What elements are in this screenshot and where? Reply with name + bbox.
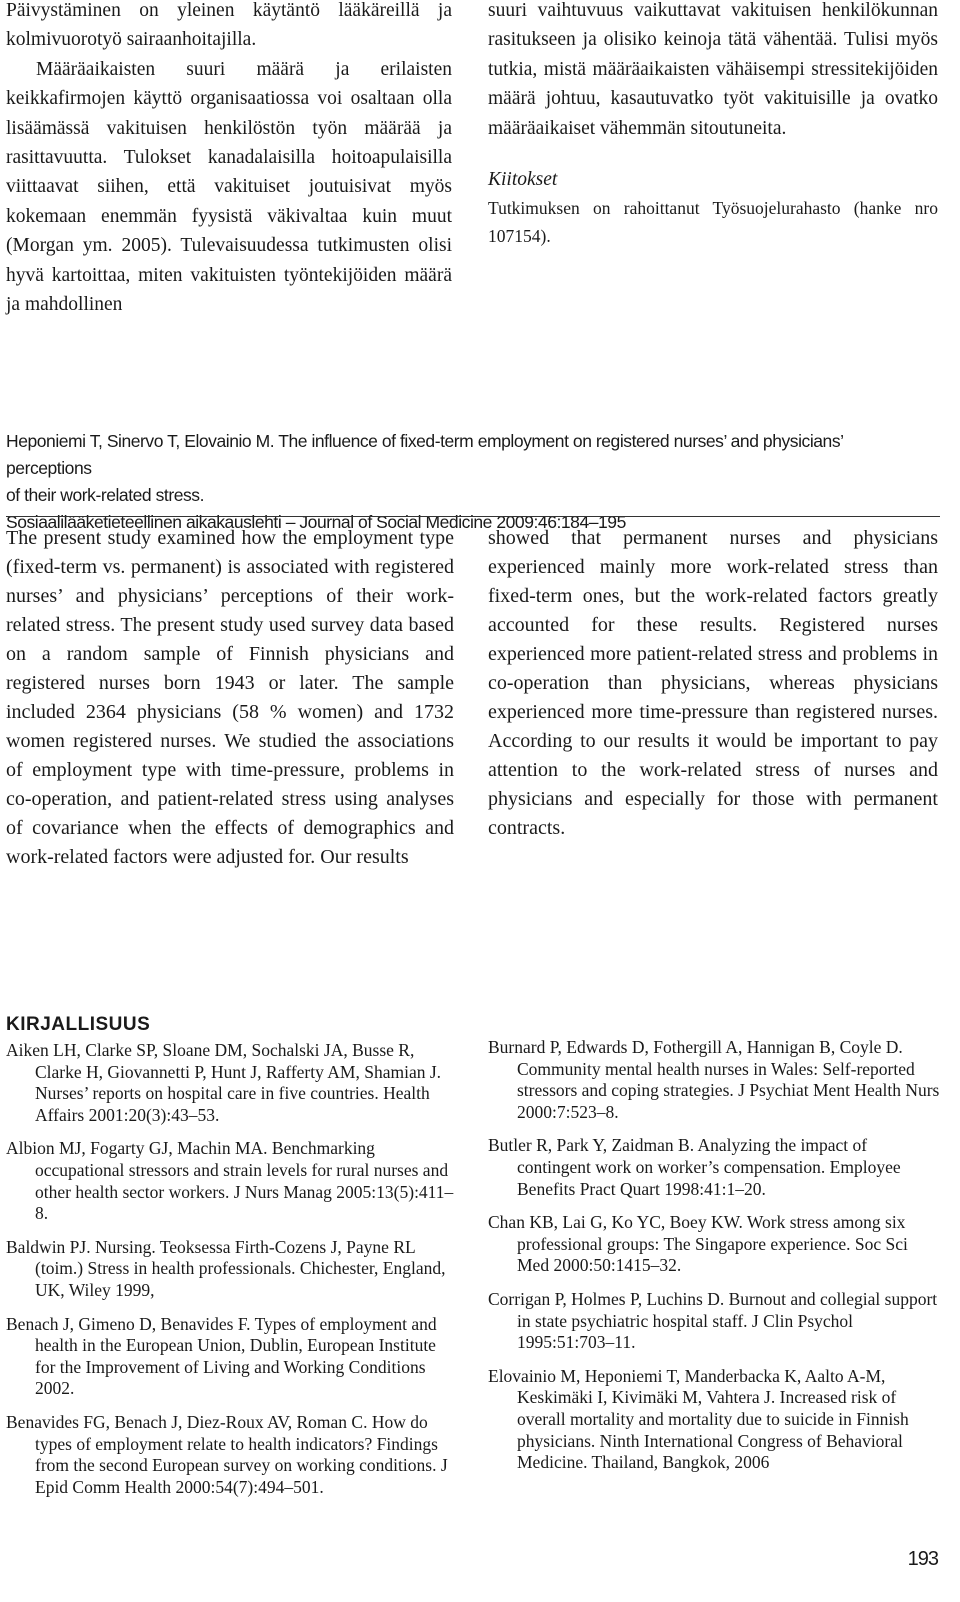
finnish-paragraph: suuri vaihtuvuus vaikuttavat vakituisen henkilökunnan rasitukseen ja olisiko keinoja tätä vähentää. Tulisi myös tutkia, mistä määräaikaisten vähäisempi stressitekijöiden määrä johtuu, kasautuvatko työt vakituisille ja ovatko määräaikaiset vähemmän sitoutuneita.: [488, 0, 938, 139]
page-number: 193: [907, 1548, 938, 1570]
reference-item: Corrigan P, Holmes P, Luchins D. Burnout and collegial support in state psychiatric hospital staff. J Clin Psychol 1995:51:703–11.: [488, 1288, 938, 1353]
acknowledgements-heading: Kiitokset: [488, 169, 558, 191]
finnish-right-column: [488, 0, 938, 250]
reference-item: Baldwin PJ. Nursing. Teoksessa Firth-Cozens J, Payne RL (toim.) Stress in health professionals. Chichester, England, UK, Wiley 1999,: [6, 1236, 446, 1300]
reference-item: Benach J, Gimeno D, Benavides F. Types of employment and health in the European Union, Dublin, European Institute for the Improvement of Living and Working Conditions 2002.: [6, 1313, 437, 1399]
abstract-right-column: [488, 524, 938, 843]
abstract-text: showed that permanent nurses and physicians experienced mainly more work-related stress than fixed-term ones, but the work-related factors greatly accounted for these results. Registered nurses experienced more patient-related stress and problems in co-operation than physicians, whereas physicians experienced more time-pressure than registered nurses. According to our results it would be important to pay attention to the work-related stress of nurses and physicians and especially for those with permanent contracts.: [488, 527, 938, 839]
reference-item: Butler R, Park Y, Zaidman B. Analyzing the impact of contingent work on worker’s compensation. Employee Benefits Pract Quart 1998:41:1–20.: [488, 1135, 901, 1199]
abstract-divider: [6, 516, 940, 517]
reference-item: Chan KB, Lai G, Ko YC, Boey KW. Work stress among six professional groups: The Singapore experience. Soc Sci Med 2000:50:1415–32.: [488, 1212, 908, 1276]
reference-item: Benavides FG, Benach J, Diez-Roux AV, Roman C. How do types of employment relate to health indicators? Findings from the second European survey on working conditions. J Epid Comm Health 2000:54(7):494–501.: [6, 1411, 448, 1497]
reference-item: Elovainio M, Heponiemi T, Manderbacka K, Aalto A-M, Keskimäki I, Kivimäki M, Vahtera J. Increased risk of overall mortality and mortality due to suicide in Finnish physicians. Ninth International Congress of Behavioral Medicine. Thailand, Bangkok, 2006: [488, 1365, 909, 1473]
references-heading: KIRJALLISUUS: [6, 1014, 151, 1035]
citation-line: Heponiemi T, Sinervo T, Elovainio M. The influence of fixed-term employment on registered nurses’ and physicians’ perceptions: [6, 431, 843, 478]
reference-item: Aiken LH, Clarke SP, Sloane DM, Sochalski JA, Busse R, Clarke H, Giovannetti P, Hunt J, Rafferty AM, Shamian J. Nurses’ reports on hospital care in five countries. Health Affairs 2001:20(3):43–53.: [6, 1040, 442, 1125]
reference-item: Albion MJ, Fogarty GJ, Machin MA. Benchmarking occupational stressors and strain levels for rural nurses and other health sector workers. J Nurs Manag 2005:13(5):411–8.: [6, 1138, 454, 1224]
abstract-citation: [6, 428, 926, 536]
journal-line: Sosiaalilääketieteellinen aikakauslehti – Journal of Social Medicine 2009:46:184–195: [6, 512, 626, 532]
finnish-paragraph: Määräaikaisten suuri määrä ja erilaisten keikkafirmojen käyttö organisaatiossa voi osaltaan olla lisäämässä vakituisen henkilöstön työn määrää ja rasittavuutta. Tulokset kanadalaisilla hoitoapulaisilla viittaavat siihen, että vakituiset joutuisivat myös kokemaan enemmän fyysistä väkivaltaa kuin muut (Morgan ym. 2005). Tulevaisuudessa tutkimusten olisi hyvä kartoittaa, miten vakituisten työntekijöiden määrä ja mahdollinen: [6, 58, 452, 316]
finnish-paragraph: Päivystäminen on yleinen käytäntö lääkäreillä ja kolmivuorotyö sairaanhoitajilla.: [6, 0, 452, 51]
finnish-left-column: [6, 0, 452, 319]
citation-line: of their work-related stress.: [6, 485, 204, 505]
references-left-column: [6, 1040, 458, 1510]
abstract-text: The present study examined how the employment type (fixed-term vs. permanent) is associated with registered nurses’ and physicians’ perceptions of their work-related stress. The present study used survey data based on a random sample of Finnish physicians and registered nurses born 1943 or later. The sample included 2364 physicians (58 % women) and 1732 women registered nurses. We studied the associations of employment type with time-pressure, problems in co-operation, and patient-related stress using analyses of covariance when the effects of demographics and work-related factors were adjusted for. Our results: [6, 527, 454, 868]
abstract-left-column: [6, 524, 454, 872]
references-right-column: [488, 1037, 940, 1486]
acknowledgements-text: Tutkimuksen on rahoittanut Työsuojelurahasto (hanke nro 107154).: [488, 198, 938, 247]
reference-item: Burnard P, Edwards D, Fothergill A, Hannigan B, Coyle D. Community mental health nurses in Wales: Self-reported stressors and coping strategies. J Psychiat Ment Health Nurs 2000:7:523–8.: [488, 1037, 940, 1122]
